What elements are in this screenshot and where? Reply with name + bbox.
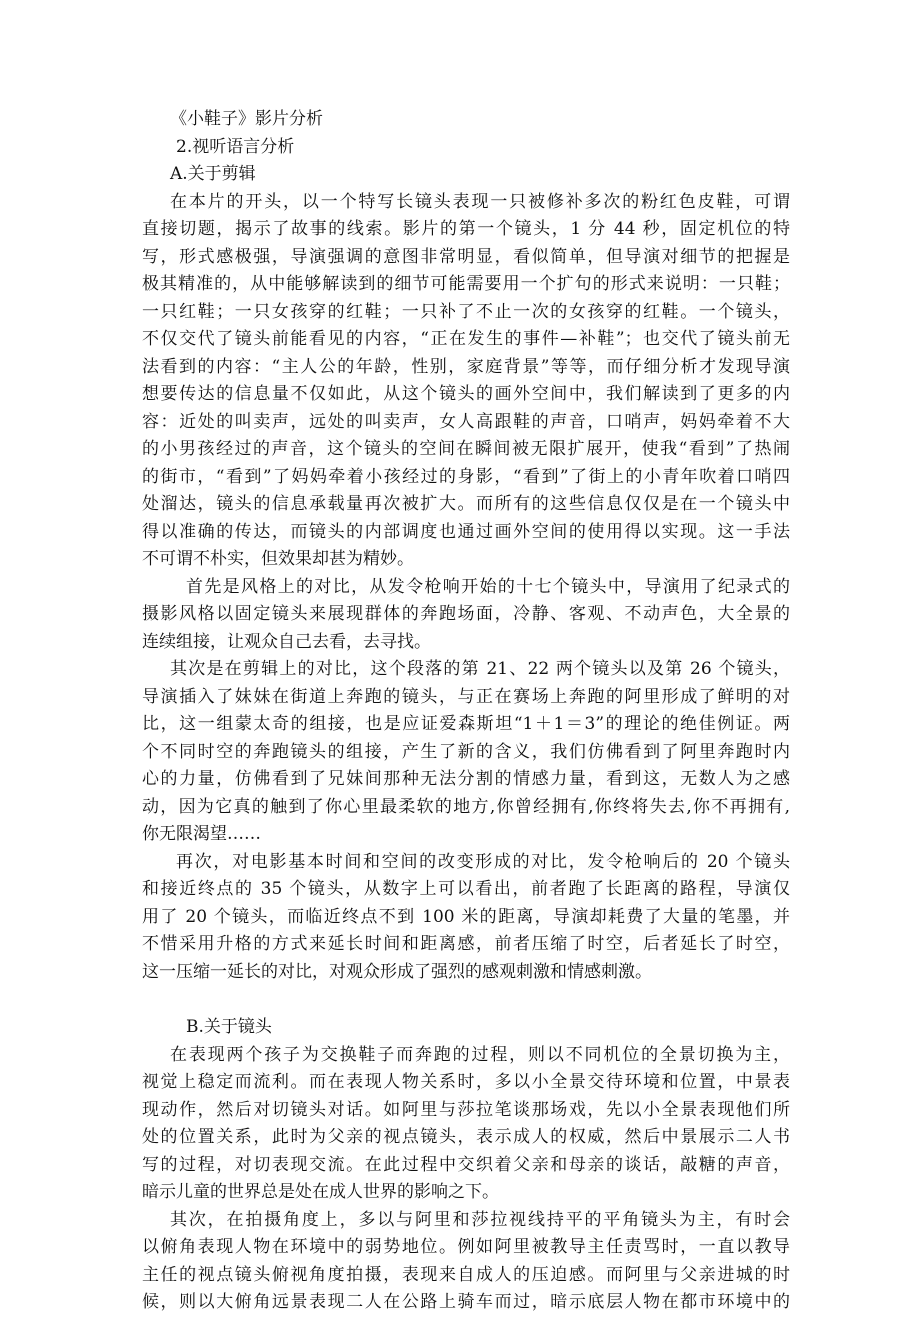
paragraph-line: 暗示儿童的世界总是处在成人世界的影响之下。	[142, 1182, 499, 1202]
paragraph-line: 得以准确的传达，而镜头的内部调度也通过画外空间的使用得以实现。这一手法	[142, 521, 790, 542]
paragraph-line: 的小男孩经过的声音，这个镜头的空间在瞬间被无限扩展开，使我“看到”了热闹	[142, 439, 790, 459]
subsection-heading-b: B.关于镜头	[186, 1017, 272, 1037]
paragraph-time-space-contrast	[142, 849, 790, 987]
paragraph-line: 主任的视点镜头俯视角度拍摄，表现来自成人的压迫感。而阿里与父亲进城的时	[142, 1264, 790, 1285]
paragraph-line: 不可谓不朴实，但效果却甚为精妙。	[142, 549, 414, 569]
paragraph-line: 候，则以大俯角远景表现二人在公路上骑车而过，暗示底层人物在都市环境中的	[142, 1292, 790, 1312]
paragraph-line: 你无限渴望……	[142, 824, 261, 844]
paragraph-line: 写的过程，对切表现交流。在此过程中交织着父亲和母亲的谈话，敲糖的声音，	[142, 1154, 790, 1175]
paragraph-line: 动，因为它真的触到了你心里最柔软的地方,你曾经拥有,你终将失去,你不再拥有,	[142, 796, 790, 817]
paragraph-shot-framing	[142, 1042, 790, 1207]
paragraph-line: 比，这一组蒙太奇的组接，也是应证爱森斯坦“1＋1＝3”的理论的绝佳例证。两	[142, 714, 790, 734]
paragraph-camera-angle	[142, 1207, 790, 1317]
blank-line	[142, 986, 790, 1014]
paragraph-line: 在表现两个孩子为交换鞋子而奔跑的过程，则以不同机位的全景切换为主，	[170, 1044, 790, 1065]
paragraph-line: 和接近终点的 35 个镜头，从数字上可以看出，前者跑了长距离的路程，导演仅	[142, 879, 790, 899]
section-heading: 2.视听语言分析	[176, 136, 295, 157]
paragraph-line: 心的力量，仿佛看到了兄妹间那种无法分割的情感力量，看到这，无数人为之感	[142, 769, 790, 789]
paragraph-line: 不惜采用升格的方式来延长时间和距离感，前者压缩了时空，后者延长了时空，	[142, 934, 790, 954]
paragraph-line: 这一压缩一延长的对比，对观众形成了强烈的感观刺激和情感刺激。	[142, 961, 652, 982]
paragraph-line: 以俯角表现人物在环境中的弱势地位。例如阿里被教导主任责骂时，一直以教导	[142, 1237, 790, 1257]
paragraph-line: 连续组接，让观众自己去看，去寻找。	[142, 631, 431, 652]
paragraph-line: 摄影风格以固定镜头来展现群体的奔跑场面，冷静、客观、不动声色，大全景的	[142, 604, 790, 624]
paragraph-line: 个不同时空的奔跑镜头的组接，产生了新的含义，我们仿佛看到了阿里奔跑时内	[142, 741, 790, 762]
paragraph-line: 不仅交代了镜头前能看见的内容，“正在发生的事件—补鞋”；也交代了镜头前无	[142, 329, 790, 349]
paragraph-line: 直接切题，揭示了故事的线索。影片的第一个镜头，1 分 44 秒，固定机位的特	[142, 219, 790, 239]
document-title: 《小鞋子》影片分析	[170, 109, 323, 129]
subsection-heading-a: A.关于剪辑	[170, 164, 256, 184]
paragraph-opening-shot	[142, 189, 790, 574]
paragraph-line: 一只红鞋；一只女孩穿的红鞋；一只补了不止一次的女孩穿的红鞋。一个镜头，	[142, 301, 790, 322]
paragraph-line: 再次，对电影基本时间和空间的改变形成的对比，发令枪响后的 20 个镜头	[176, 851, 790, 872]
paragraph-line: 法看到的内容：“主人公的年龄，性别，家庭背景”等等，而仔细分析才发现导演	[142, 356, 790, 377]
paragraph-line: 现动作，然后对切镜头对话。如阿里与莎拉笔谈那场戏，先以小全景表现他们所	[142, 1099, 790, 1120]
paragraph-line: 首先是风格上的对比，从发令枪响开始的十七个镜头中，导演用了纪录式的	[186, 576, 790, 597]
paragraph-line: 极其精准的，从中能够解读到的细节可能需要用一个扩句的形式来说明：一只鞋；	[142, 274, 790, 294]
paragraph-line: 容：近处的叫卖声，远处的叫卖声，女人高跟鞋的声音，口哨声，妈妈牵着不大	[142, 411, 790, 432]
document-page	[142, 106, 790, 1317]
paragraph-line: 处溜达，镜头的信息承载量再次被扩大。而所有的这些信息仅仅是在一个镜头中	[142, 494, 790, 514]
paragraph-line: 写，形式感极强，导演强调的意图非常明显，看似简单，但导演对细节的把握是	[142, 246, 790, 267]
paragraph-editing-contrast	[142, 656, 790, 849]
paragraph-style-contrast	[142, 574, 790, 657]
paragraph-line: 想要传达的信息量不仅如此，从这个镜头的画外空间中，我们解读到了更多的内	[142, 384, 790, 404]
paragraph-line: 导演插入了妹妹在街道上奔跑的镜头，与正在赛场上奔跑的阿里形成了鲜明的对	[142, 686, 790, 707]
paragraph-line: 其次，在拍摄角度上，多以与阿里和莎拉视线持平的平角镜头为主，有时会	[170, 1209, 790, 1230]
paragraph-line: 的街市，“看到”了妈妈牵着小孩经过的身影，“看到”了街上的小青年吹着口哨四	[142, 466, 790, 487]
paragraph-line: 用了 20 个镜头，而临近终点不到 100 米的距离，导演却耗费了大量的笔墨，并	[142, 906, 790, 927]
paragraph-line: 其次是在剪辑上的对比，这个段落的第 21、22 两个镜头以及第 26 个镜头，	[170, 659, 790, 679]
paragraph-line: 在本片的开头，以一个特写长镜头表现一只被修补多次的粉红色皮鞋，可谓	[170, 191, 790, 212]
paragraph-line: 视觉上稳定而流利。而在表现人物关系时，多以小全景交待环境和位置，中景表	[142, 1072, 790, 1092]
paragraph-line: 处的位置关系，此时为父亲的视点镜头，表示成人的权威，然后中景展示二人书	[142, 1127, 790, 1147]
